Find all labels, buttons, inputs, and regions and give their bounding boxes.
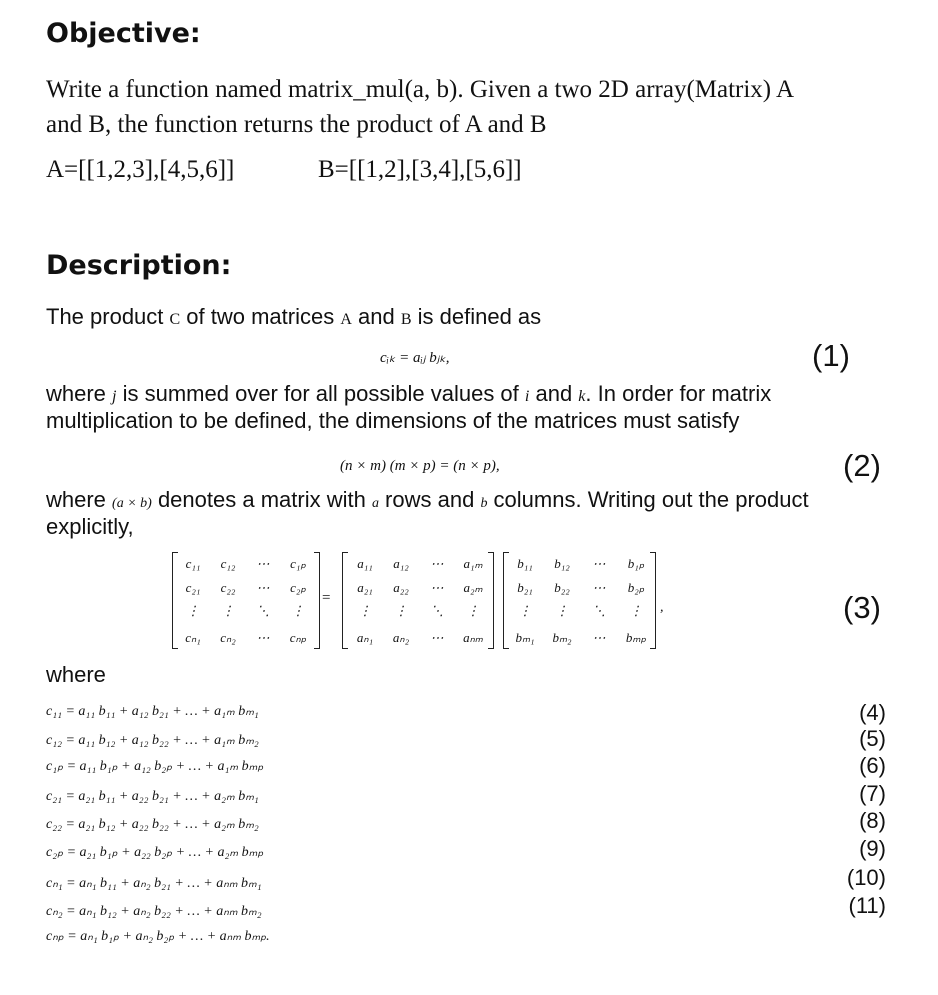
where1-text-2: is summed over for all possible values of [116,381,525,406]
matrix-c-cell: c₂₂ [220,580,236,595]
description-heading: Description: [46,250,232,281]
symbol-b: B [400,311,412,328]
matrix-b-cell: ⋯ [592,630,606,645]
where2-text-4: columns. Writing out the product [487,487,809,512]
element-equation-number: (6) [859,753,886,778]
equation-1: cᵢₖ = aᵢⱼ bⱼₖ, [380,350,450,366]
where-label: where [46,662,106,687]
symbol-b-cols: b [480,496,488,511]
summation-line-1 [46,381,771,407]
matrix-equals-sign: = [322,590,331,606]
element-equation-number: (9) [859,836,886,861]
matrix-b-cell: b₂₁ [517,580,533,595]
matrix-b-cell: ⋮ [518,603,532,618]
element-equation-number: (5) [859,726,886,751]
intro-text-2: of two matrices [180,304,341,329]
matrix-c-cell: ⋮ [221,603,235,618]
matrix-b-cell: b₂ₚ [627,580,645,595]
matrix-a-cell: ⋮ [466,603,480,618]
where2-text-1: where [46,487,113,512]
matrix-a-cell: a₁₁ [357,556,373,571]
matrix-a-cell: aₙ₂ [392,630,410,645]
matrix-c-cell: cₙ₁ [185,630,201,645]
element-equation: c₂ₚ = a₂₁ b₁ₚ + a₂₂ b₂ₚ + … + a₂ₘ bₘₚ [46,845,264,860]
matrix-c-cell: cₙₚ [289,630,307,645]
matrix-b-cell: ⋮ [555,603,569,618]
objective-line-1: Write a function named matrix_mul(a, b). Given a two 2D array(Matrix) A [46,76,795,103]
matrix-a-cell: ⋯ [430,630,444,645]
element-equation: c₁₁ = a₁₁ b₁₁ + a₁₂ b₂₁ + … + a₁ₘ bₘ₁ [46,704,259,719]
matrix-b-literal: B=[[1,2],[3,4],[5,6]] [318,156,522,183]
element-equation: cₙ₂ = aₙ₁ b₁₂ + aₙ₂ b₂₂ + … + aₙₘ bₘ₂ [46,904,262,919]
matrix-b-cell: ⋮ [629,603,643,618]
objective-heading: Objective: [46,18,201,49]
element-equation: cₙ₁ = aₙ₁ b₁₁ + aₙ₂ b₂₁ + … + aₙₘ bₘ₁ [46,876,262,891]
matrix-c-cell: ⋮ [291,603,305,618]
matrix-a-cell: a₂₂ [393,580,409,595]
where2-text-2: denotes a matrix with [151,487,372,512]
matrix-c-cell: c₁₁ [185,556,201,571]
matrix-b-cell: ⋯ [592,556,606,571]
element-equation: c₁₂ = a₁₁ b₁₂ + a₁₂ b₂₂ + … + a₁ₘ bₘ₂ [46,733,259,748]
matrix-a-cell: a₂₁ [357,580,373,595]
matrix-a-cell: ⋯ [430,580,444,595]
matrix-c-cell: c₁ₚ [290,556,306,571]
matrix-b-cell: b₂₂ [554,580,570,595]
dimension-line-1 [46,487,809,513]
matrix-c-cell: c₂ₚ [290,580,306,595]
dimension-line-2: explicitly, [46,514,134,539]
element-equation: cₙₚ = aₙ₁ b₁ₚ + aₙ₂ b₂ₚ + … + aₙₘ bₘₚ. [46,929,270,944]
intro-text-1: The product [46,304,170,329]
matrix-a-cell: a₁ₘ [463,556,483,571]
matrix-a-cell: ⋮ [394,603,408,618]
matrix-c-cell: cₙ₂ [220,630,236,645]
symbol-c: C [169,311,181,328]
matrix-c-cell: c₂₁ [185,580,201,595]
element-equation: c₁ₚ = a₁₁ b₁ₚ + a₁₂ b₂ₚ + … + a₁ₘ bₘₚ [46,759,264,774]
equation-1-number: (1) [812,338,850,373]
intro-text-3: and [351,304,401,329]
where1-text-3: and [529,381,579,406]
matrix-a-cell: a₁₂ [393,556,409,571]
symbol-a: A [340,311,352,328]
element-equation-number: (11) [848,893,886,918]
matrix-a-cell: ⋮ [358,603,372,618]
matrix-b-cell: bₘ₂ [552,630,572,645]
matrix-a-cell: a₂ₘ [463,580,483,595]
matrix-b-cell: ⋱ [592,603,606,618]
element-equation: c₂₂ = a₂₁ b₁₂ + a₂₂ b₂₂ + … + a₂ₘ bₘ₂ [46,817,259,832]
element-equation-number: (8) [859,808,886,833]
matrix-a-literal: A=[[1,2,3],[4,5,6]] [46,156,235,183]
element-equation: c₂₁ = a₂₁ b₁₁ + a₂₂ b₂₁ + … + a₂ₘ bₘ₁ [46,789,259,804]
matrix-c-cell: ⋱ [256,603,270,618]
matrix-c-cell: c₁₂ [220,556,236,571]
matrix-b-cell: b₁₂ [554,556,570,571]
matrix-c-cell: ⋮ [186,603,200,618]
symbol-a-rows: a [371,496,379,511]
matrix-b-cell: b₁₁ [517,556,533,571]
symbol-i: i [524,388,530,405]
summation-line-2: multiplication to be defined, the dimensions of the matrices must satisfy [46,408,740,433]
product-definition-line [46,304,541,330]
matrix-a-cell: aₙ₁ [356,630,374,645]
matrix-trailing-comma: , [660,600,664,615]
element-equation-number: (4) [859,700,886,725]
where1-text-4: . In order for matrix [585,381,772,406]
symbol-k: k [578,388,586,405]
where1-text-1: where [46,381,113,406]
matrix-c-cell: ⋯ [256,630,270,645]
symbol-j: j [112,388,117,405]
matrix-a-cell: aₙₘ [463,630,483,645]
equation-3-number: (3) [843,590,881,625]
intro-text-4: is defined as [411,304,542,329]
element-equation-number: (10) [846,865,886,890]
where2-text-3: rows and [378,487,481,512]
matrix-b-cell: b₁ₚ [627,556,645,571]
element-equation-number: (7) [859,781,886,806]
matrix-a-cell: ⋯ [430,556,444,571]
objective-line-2: and B, the function returns the product of A and B [46,111,547,138]
symbol-axb: (a × b) [112,496,152,511]
matrix-c-cell: ⋯ [256,556,270,571]
equation-2: (n × m) (m × p) = (n × p), [340,458,500,474]
matrix-c-cell: ⋯ [256,580,270,595]
equation-2-number: (2) [843,448,881,483]
matrix-b-cell: bₘₚ [625,630,647,645]
matrix-b-cell: bₘ₁ [515,630,535,645]
matrix-b-cell: ⋯ [592,580,606,595]
matrix-a-cell: ⋱ [430,603,444,618]
